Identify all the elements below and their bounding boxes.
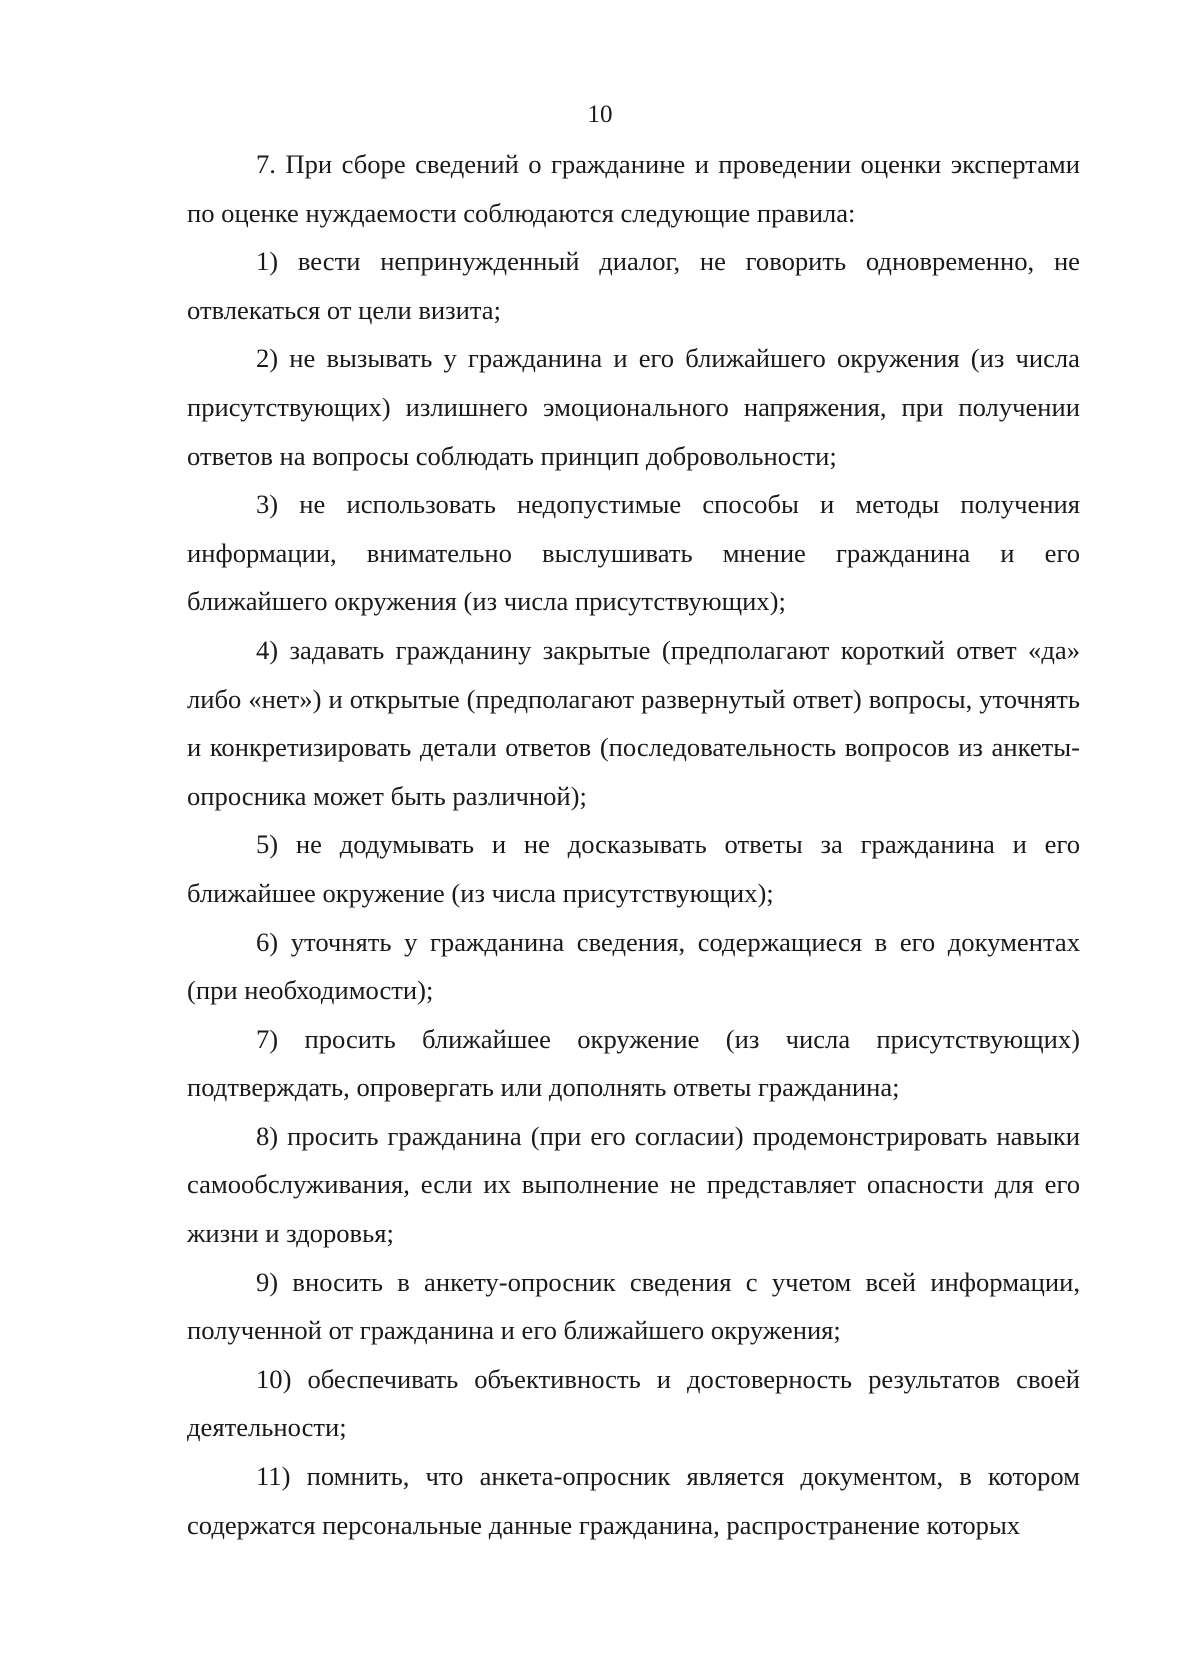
paragraph-rule-5: 5) не додумывать и не досказывать ответы за гражданина и его ближайшее окружение (из числа присутствующих); [187, 829, 1080, 908]
paragraph-rule-9: 9) вносить в анкету-опросник сведения с учетом всей информации, полученной от гражданина и его ближайшего окружения; [187, 1266, 1080, 1346]
paragraph-rule-7: 7) просить ближайшее окружение (из числа присутствующих) подтверждать, опровергать или дополнять ответы гражданина; [187, 1023, 1080, 1103]
page-number: 10 [587, 101, 613, 128]
paragraph-rule-10: 10) обеспечивать объективность и достоверность результатов своей деятельности; [187, 1363, 1080, 1443]
paragraph-rule-4: 4) задавать гражданину закрытые (предполагают короткий ответ «да» либо «нет») и открытые (предполагают развернутый ответ) вопросы, уточнять и конкретизировать детали ответов (последовательность вопросов из анкеты-опросника может быть различной); [187, 634, 1080, 811]
paragraph-rule-8: 8) просить гражданина (при его согласии) продемонстрировать навыки самообслуживания, если их выполнение не представляет опасности для его жизни и здоровья; [187, 1120, 1080, 1249]
document-body [187, 140, 1080, 1549]
paragraph-rule-1: 1) вести непринужденный диалог, не говорить одновременно, не отвлекаться от цели визита; [187, 246, 1080, 325]
paragraph-rule-intro: 7. При сборе сведений о гражданине и проведении оценки экспертами по оценке нуждаемости соблюдаются следующие правила: [187, 149, 1080, 228]
paragraph-rule-6: 6) уточнять у гражданина сведения, содержащиеся в его документах (при необходимости); [187, 926, 1080, 1006]
paragraph-rule-11: 11) помнить, что анкета-опросник является документом, в котором содержатся персональные данные гражданина, распространение которых [187, 1461, 1080, 1540]
paragraph-rule-3: 3) не использовать недопустимые способы и методы получения информации, внимательно выслушивать мнение гражданина и его ближайшего окружения (из числа присутствующих); [187, 489, 1080, 617]
paragraph-rule-2: 2) не вызывать у гражданина и его ближайшего окружения (из числа присутствующих) излишнего эмоционального напряжения, при получении ответов на вопросы соблюдать принцип добровольности; [187, 343, 1080, 471]
